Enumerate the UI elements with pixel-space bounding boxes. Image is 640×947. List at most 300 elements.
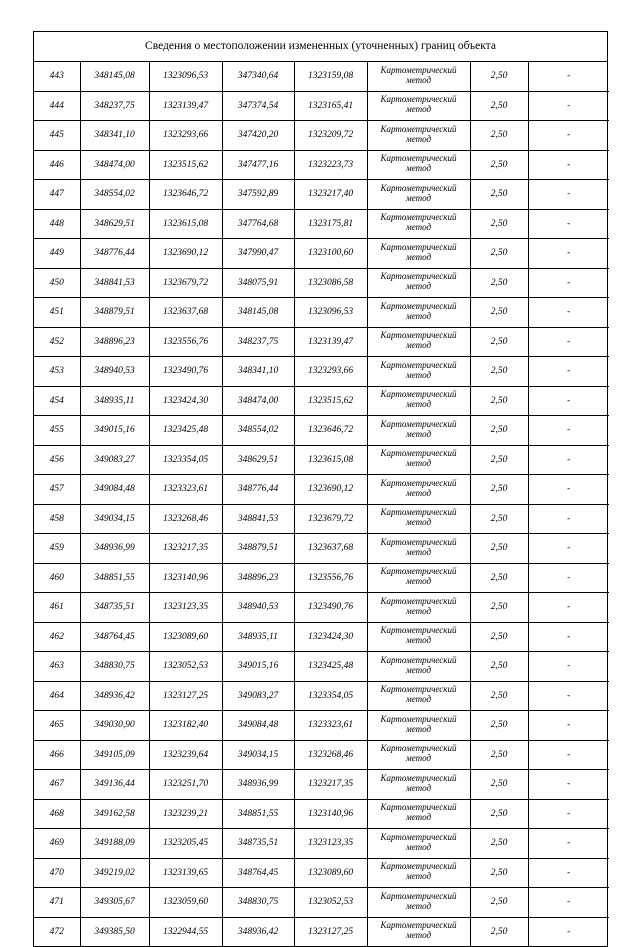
method-cell	[367, 888, 470, 918]
table-row	[34, 268, 609, 298]
x-old-cell: 347592,89	[222, 180, 294, 210]
note-cell: -	[528, 416, 609, 446]
x-new-cell: 348341,10	[80, 121, 149, 151]
y-new-cell: 1323293,66	[149, 121, 222, 151]
method-cell	[367, 858, 470, 888]
x-old-cell: 349015,16	[222, 652, 294, 682]
method-cell	[367, 445, 470, 475]
y-new-cell: 1323424,30	[149, 386, 222, 416]
y-new-cell: 1323425,48	[149, 416, 222, 446]
method-cell	[367, 62, 470, 91]
method-cell	[367, 652, 470, 682]
note-cell: -	[528, 239, 609, 269]
x-new-cell: 348841,53	[80, 268, 149, 298]
accuracy-cell: 2,50	[470, 298, 528, 328]
y-old-cell: 1323140,96	[294, 799, 367, 829]
table-row	[34, 121, 609, 151]
point-number-cell: 471	[34, 888, 80, 918]
point-number-cell: 447	[34, 180, 80, 210]
point-number-cell: 445	[34, 121, 80, 151]
x-new-cell: 348940,53	[80, 357, 149, 387]
note-cell: -	[528, 475, 609, 505]
y-new-cell: 1323515,62	[149, 150, 222, 180]
point-number-cell: 443	[34, 62, 80, 91]
y-new-cell: 1323690,12	[149, 239, 222, 269]
y-new-cell: 1323490,76	[149, 357, 222, 387]
table-row	[34, 829, 609, 859]
note-cell: -	[528, 298, 609, 328]
accuracy-cell: 2,50	[470, 534, 528, 564]
note-cell: -	[528, 504, 609, 534]
accuracy-cell: 2,50	[470, 209, 528, 239]
table-body	[34, 62, 609, 946]
y-new-cell: 1323139,47	[149, 91, 222, 121]
x-old-cell: 347477,16	[222, 150, 294, 180]
x-new-cell: 348554,02	[80, 180, 149, 210]
x-new-cell: 348830,75	[80, 652, 149, 682]
point-number-cell: 472	[34, 917, 80, 946]
note-cell: -	[528, 563, 609, 593]
x-new-cell: 349034,15	[80, 504, 149, 534]
method-line-2: метод	[405, 369, 432, 380]
note-cell: -	[528, 209, 609, 239]
method-line-2: метод	[405, 635, 432, 646]
page-title: Сведения о местоположении измененных (уточненных) границ объекта	[34, 32, 607, 62]
y-old-cell: 1323165,41	[294, 91, 367, 121]
x-old-cell: 347764,68	[222, 209, 294, 239]
table-row	[34, 475, 609, 505]
accuracy-cell: 2,50	[470, 504, 528, 534]
point-number-cell: 448	[34, 209, 80, 239]
method-line-1: Картометрический	[380, 182, 457, 193]
accuracy-cell: 2,50	[470, 622, 528, 652]
method-line-2: метод	[405, 192, 432, 203]
method-cell	[367, 150, 470, 180]
method-line-1: Картометрический	[380, 448, 457, 459]
method-cell	[367, 563, 470, 593]
method-line-1: Картометрический	[380, 920, 457, 931]
y-new-cell: 1323052,53	[149, 652, 222, 682]
point-number-cell: 451	[34, 298, 80, 328]
accuracy-cell: 2,50	[470, 888, 528, 918]
method-line-1: Картометрический	[380, 831, 457, 842]
point-number-cell: 462	[34, 622, 80, 652]
y-new-cell: 1323182,40	[149, 711, 222, 741]
method-line-2: метод	[405, 487, 432, 498]
point-number-cell: 469	[34, 829, 80, 859]
point-number-cell: 446	[34, 150, 80, 180]
note-cell: -	[528, 121, 609, 151]
y-old-cell: 1323217,40	[294, 180, 367, 210]
table-row	[34, 534, 609, 564]
accuracy-cell: 2,50	[470, 593, 528, 623]
y-new-cell: 1323268,46	[149, 504, 222, 534]
x-new-cell: 348936,42	[80, 681, 149, 711]
x-old-cell: 348830,75	[222, 888, 294, 918]
method-line-1: Картометрический	[380, 123, 457, 134]
method-line-1: Картометрический	[380, 153, 457, 164]
y-old-cell: 1323223,73	[294, 150, 367, 180]
x-new-cell: 348764,45	[80, 622, 149, 652]
accuracy-cell: 2,50	[470, 770, 528, 800]
x-old-cell: 349034,15	[222, 740, 294, 770]
y-old-cell: 1323690,12	[294, 475, 367, 505]
point-number-cell: 459	[34, 534, 80, 564]
method-line-1: Картометрический	[380, 595, 457, 606]
method-line-1: Картометрический	[380, 654, 457, 665]
note-cell: -	[528, 829, 609, 859]
note-cell: -	[528, 652, 609, 682]
y-old-cell: 1323268,46	[294, 740, 367, 770]
x-new-cell: 348896,23	[80, 327, 149, 357]
note-cell: -	[528, 711, 609, 741]
y-old-cell: 1323354,05	[294, 681, 367, 711]
method-line-1: Картометрический	[380, 802, 457, 813]
accuracy-cell: 2,50	[470, 180, 528, 210]
method-cell	[367, 121, 470, 151]
point-number-cell: 458	[34, 504, 80, 534]
x-new-cell: 348629,51	[80, 209, 149, 239]
y-old-cell: 1323209,72	[294, 121, 367, 151]
y-old-cell: 1323100,60	[294, 239, 367, 269]
note-cell: -	[528, 62, 609, 91]
x-new-cell: 349219,02	[80, 858, 149, 888]
method-line-1: Картометрический	[380, 300, 457, 311]
x-new-cell: 349305,67	[80, 888, 149, 918]
method-cell	[367, 239, 470, 269]
method-line-2: метод	[405, 546, 432, 557]
table-row	[34, 180, 609, 210]
point-number-cell: 454	[34, 386, 80, 416]
x-old-cell: 347374,54	[222, 91, 294, 121]
table-row	[34, 209, 609, 239]
table-row	[34, 445, 609, 475]
y-old-cell: 1323490,76	[294, 593, 367, 623]
x-new-cell: 348879,51	[80, 298, 149, 328]
x-old-cell: 348940,53	[222, 593, 294, 623]
y-old-cell: 1323323,61	[294, 711, 367, 741]
y-old-cell: 1323515,62	[294, 386, 367, 416]
accuracy-cell: 2,50	[470, 740, 528, 770]
table-row	[34, 91, 609, 121]
y-old-cell: 1323637,68	[294, 534, 367, 564]
y-old-cell: 1323175,81	[294, 209, 367, 239]
point-number-cell: 464	[34, 681, 80, 711]
y-old-cell: 1323086,58	[294, 268, 367, 298]
x-old-cell: 348851,55	[222, 799, 294, 829]
y-old-cell: 1323127,25	[294, 917, 367, 946]
x-new-cell: 349105,09	[80, 740, 149, 770]
y-old-cell: 1323646,72	[294, 416, 367, 446]
accuracy-cell: 2,50	[470, 681, 528, 711]
accuracy-cell: 2,50	[470, 917, 528, 946]
note-cell: -	[528, 622, 609, 652]
method-line-1: Картометрический	[380, 212, 457, 223]
method-cell	[367, 799, 470, 829]
x-new-cell: 349084,48	[80, 475, 149, 505]
method-line-1: Картометрический	[380, 64, 457, 75]
method-line-2: метод	[405, 428, 432, 439]
method-line-2: метод	[405, 900, 432, 911]
x-new-cell: 349188,09	[80, 829, 149, 859]
method-line-2: метод	[405, 664, 432, 675]
method-line-1: Картометрический	[380, 861, 457, 872]
x-new-cell: 349030,90	[80, 711, 149, 741]
y-old-cell: 1323293,66	[294, 357, 367, 387]
method-line-2: метод	[405, 399, 432, 410]
y-new-cell: 1323123,35	[149, 593, 222, 623]
x-new-cell: 348145,08	[80, 62, 149, 91]
y-new-cell: 1323323,61	[149, 475, 222, 505]
table-row	[34, 62, 609, 91]
note-cell: -	[528, 327, 609, 357]
method-line-1: Картометрический	[380, 359, 457, 370]
y-old-cell: 1323217,35	[294, 770, 367, 800]
y-new-cell: 1323239,64	[149, 740, 222, 770]
table-row	[34, 327, 609, 357]
y-new-cell: 1323127,25	[149, 681, 222, 711]
y-new-cell: 1323615,08	[149, 209, 222, 239]
method-line-2: метод	[405, 74, 432, 85]
accuracy-cell: 2,50	[470, 268, 528, 298]
method-line-1: Картометрический	[380, 389, 457, 400]
method-cell	[367, 917, 470, 946]
table-row	[34, 416, 609, 446]
point-number-cell: 444	[34, 91, 80, 121]
accuracy-cell: 2,50	[470, 652, 528, 682]
method-line-1: Картометрический	[380, 271, 457, 282]
note-cell: -	[528, 770, 609, 800]
note-cell: -	[528, 180, 609, 210]
method-line-2: метод	[405, 281, 432, 292]
accuracy-cell: 2,50	[470, 91, 528, 121]
x-old-cell: 348764,45	[222, 858, 294, 888]
method-cell	[367, 416, 470, 446]
accuracy-cell: 2,50	[470, 121, 528, 151]
point-number-cell: 452	[34, 327, 80, 357]
method-line-1: Картометрический	[380, 477, 457, 488]
method-line-2: метод	[405, 163, 432, 174]
note-cell: -	[528, 917, 609, 946]
y-new-cell: 1322944,55	[149, 917, 222, 946]
table-row	[34, 740, 609, 770]
method-line-2: метод	[405, 133, 432, 144]
x-old-cell: 348735,51	[222, 829, 294, 859]
coordinates-sheet	[33, 31, 608, 947]
x-new-cell: 349385,50	[80, 917, 149, 946]
point-number-cell: 465	[34, 711, 80, 741]
accuracy-cell: 2,50	[470, 445, 528, 475]
note-cell: -	[528, 858, 609, 888]
y-new-cell: 1323217,35	[149, 534, 222, 564]
note-cell: -	[528, 799, 609, 829]
point-number-cell: 460	[34, 563, 80, 593]
y-new-cell: 1323354,05	[149, 445, 222, 475]
y-old-cell: 1323679,72	[294, 504, 367, 534]
note-cell: -	[528, 534, 609, 564]
method-cell	[367, 770, 470, 800]
table-row	[34, 239, 609, 269]
point-number-cell: 461	[34, 593, 80, 623]
method-line-2: метод	[405, 930, 432, 941]
y-old-cell: 1323139,47	[294, 327, 367, 357]
method-cell	[367, 622, 470, 652]
point-number-cell: 467	[34, 770, 80, 800]
y-new-cell: 1323637,68	[149, 298, 222, 328]
x-old-cell: 348629,51	[222, 445, 294, 475]
x-old-cell: 348936,99	[222, 770, 294, 800]
x-old-cell: 348936,42	[222, 917, 294, 946]
y-new-cell: 1323251,70	[149, 770, 222, 800]
method-line-2: метод	[405, 871, 432, 882]
method-line-2: метод	[405, 222, 432, 233]
method-line-2: метод	[405, 812, 432, 823]
accuracy-cell: 2,50	[470, 563, 528, 593]
method-cell	[367, 711, 470, 741]
method-cell	[367, 327, 470, 357]
x-new-cell: 349162,58	[80, 799, 149, 829]
method-cell	[367, 298, 470, 328]
point-number-cell: 470	[34, 858, 80, 888]
y-old-cell: 1323096,53	[294, 298, 367, 328]
x-old-cell: 348879,51	[222, 534, 294, 564]
point-number-cell: 456	[34, 445, 80, 475]
x-old-cell: 348935,11	[222, 622, 294, 652]
accuracy-cell: 2,50	[470, 711, 528, 741]
accuracy-cell: 2,50	[470, 386, 528, 416]
point-number-cell: 457	[34, 475, 80, 505]
method-line-2: метод	[405, 605, 432, 616]
method-line-1: Картометрический	[380, 418, 457, 429]
x-new-cell: 348237,75	[80, 91, 149, 121]
y-new-cell: 1323139,65	[149, 858, 222, 888]
table-row	[34, 386, 609, 416]
x-old-cell: 348841,53	[222, 504, 294, 534]
table-row	[34, 298, 609, 328]
method-cell	[367, 209, 470, 239]
x-old-cell: 347420,20	[222, 121, 294, 151]
method-line-1: Картометрический	[380, 743, 457, 754]
accuracy-cell: 2,50	[470, 239, 528, 269]
note-cell: -	[528, 740, 609, 770]
y-old-cell: 1323159,08	[294, 62, 367, 91]
method-line-2: метод	[405, 782, 432, 793]
method-line-2: метод	[405, 104, 432, 115]
accuracy-cell: 2,50	[470, 62, 528, 91]
note-cell: -	[528, 445, 609, 475]
x-old-cell: 348341,10	[222, 357, 294, 387]
x-new-cell: 348776,44	[80, 239, 149, 269]
method-line-2: метод	[405, 310, 432, 321]
accuracy-cell: 2,50	[470, 416, 528, 446]
y-new-cell: 1323205,45	[149, 829, 222, 859]
x-new-cell: 348474,00	[80, 150, 149, 180]
y-old-cell: 1323052,53	[294, 888, 367, 918]
method-cell	[367, 829, 470, 859]
accuracy-cell: 2,50	[470, 150, 528, 180]
x-old-cell: 348145,08	[222, 298, 294, 328]
table-row	[34, 858, 609, 888]
y-new-cell: 1323239,21	[149, 799, 222, 829]
method-cell	[367, 91, 470, 121]
x-old-cell: 348474,00	[222, 386, 294, 416]
note-cell: -	[528, 386, 609, 416]
note-cell: -	[528, 357, 609, 387]
table-row	[34, 711, 609, 741]
coordinates-table	[34, 62, 609, 946]
method-line-2: метод	[405, 841, 432, 852]
method-line-1: Картометрический	[380, 566, 457, 577]
accuracy-cell: 2,50	[470, 799, 528, 829]
y-new-cell: 1323140,96	[149, 563, 222, 593]
method-line-1: Картометрический	[380, 713, 457, 724]
x-old-cell: 348896,23	[222, 563, 294, 593]
table-row	[34, 563, 609, 593]
table-row	[34, 622, 609, 652]
method-cell	[367, 593, 470, 623]
note-cell: -	[528, 268, 609, 298]
method-line-1: Картометрический	[380, 625, 457, 636]
point-number-cell: 453	[34, 357, 80, 387]
y-old-cell: 1323424,30	[294, 622, 367, 652]
table-row	[34, 770, 609, 800]
accuracy-cell: 2,50	[470, 357, 528, 387]
point-number-cell: 468	[34, 799, 80, 829]
accuracy-cell: 2,50	[470, 829, 528, 859]
point-number-cell: 450	[34, 268, 80, 298]
method-line-1: Картометрический	[380, 94, 457, 105]
accuracy-cell: 2,50	[470, 475, 528, 505]
x-old-cell: 348554,02	[222, 416, 294, 446]
x-old-cell: 349083,27	[222, 681, 294, 711]
table-row	[34, 593, 609, 623]
table-row	[34, 652, 609, 682]
method-line-2: метод	[405, 694, 432, 705]
y-new-cell: 1323059,60	[149, 888, 222, 918]
method-cell	[367, 534, 470, 564]
method-cell	[367, 386, 470, 416]
y-old-cell: 1323123,35	[294, 829, 367, 859]
method-line-1: Картометрический	[380, 507, 457, 518]
x-old-cell: 349084,48	[222, 711, 294, 741]
method-line-1: Картометрический	[380, 684, 457, 695]
method-cell	[367, 357, 470, 387]
x-old-cell: 347340,64	[222, 62, 294, 91]
y-old-cell: 1323556,76	[294, 563, 367, 593]
method-line-2: метод	[405, 723, 432, 734]
method-line-2: метод	[405, 251, 432, 262]
table-row	[34, 504, 609, 534]
note-cell: -	[528, 681, 609, 711]
y-old-cell: 1323089,60	[294, 858, 367, 888]
table-row	[34, 917, 609, 946]
table-row	[34, 150, 609, 180]
x-old-cell: 348075,91	[222, 268, 294, 298]
point-number-cell: 463	[34, 652, 80, 682]
y-new-cell: 1323679,72	[149, 268, 222, 298]
method-cell	[367, 504, 470, 534]
x-new-cell: 349083,27	[80, 445, 149, 475]
y-old-cell: 1323425,48	[294, 652, 367, 682]
method-line-1: Картометрический	[380, 772, 457, 783]
point-number-cell: 466	[34, 740, 80, 770]
x-old-cell: 348237,75	[222, 327, 294, 357]
x-new-cell: 348735,51	[80, 593, 149, 623]
method-line-1: Картометрический	[380, 890, 457, 901]
y-new-cell: 1323646,72	[149, 180, 222, 210]
method-cell	[367, 681, 470, 711]
method-line-2: метод	[405, 517, 432, 528]
